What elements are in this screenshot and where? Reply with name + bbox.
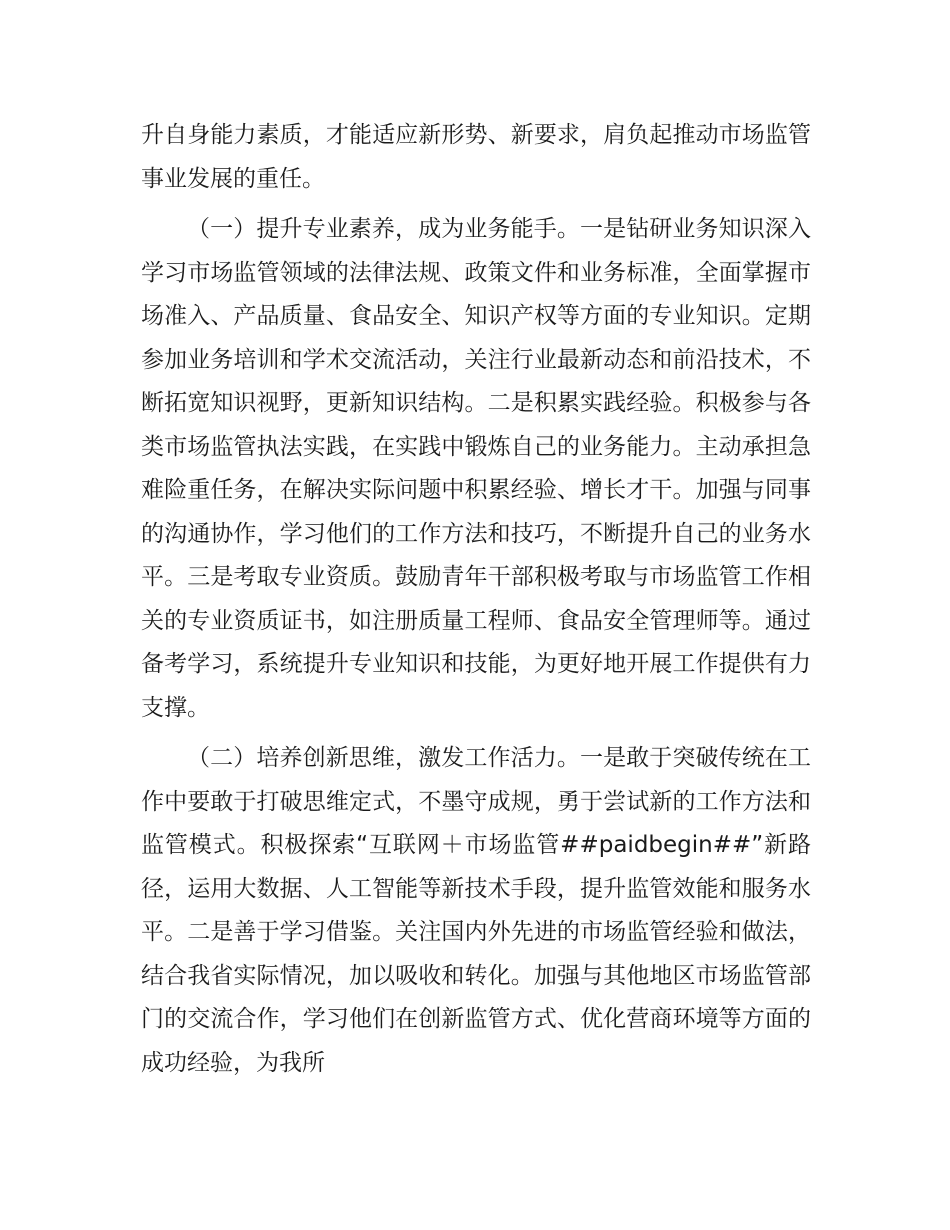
paragraph-section-one: （一）提升专业素养，成为业务能手。一是钻研业务知识深入学习市场监管领域的法律法规、政策文件和业务标准，全面掌握市场准入、产品质量、食品安全、知识产权等方面的专业知识。定期参加业务培训和学术交流活动，关注行业最新动态和前沿技术，不断拓宽知识视野，更新知识结构。二是积累实践经验。积极参与各类市场监管执法实践，在实践中锻炼自己的业务能力。主动承担急难险重任务，在解决实际问题中积累经验、增长才干。加强与同事的沟通协作，学习他们的工作方法和技巧，不断提升自己的业务水平。三是考取专业资质。鼓励青年干部积极考取与市场监管工作相关的专业资质证书，如注册质量工程师、食品安全管理师等。通过备考学习，系统提升专业知识和技能，为更好地开展工作提供有力支撑。: [141, 216, 811, 721]
paragraph-section-two: （二）培养创新思维，激发工作活力。一是敢于突破传统在工作中要敢于打破思维定式，不墨守成规，勇于尝试新的工作方法和监管模式。积极探索“互联网＋市场监管##paidbegin##”新路径，运用大数据、人工智能等新技术手段，提升监管效能和服务水平。二是善于学习借鉴。关注国内外先进的市场监管经验和做法，结合我省实际情况，加以吸收和转化。加强与其他地区市场监管部门的交流合作，学习他们在创新监管方式、优化营商环境等方面的成功经验，为我所: [141, 745, 811, 1076]
paragraph-continuation: 升自身能力素质，才能适应新形势、新要求，肩负起推动市场监管事业发展的重任。: [141, 122, 811, 192]
document-body: [141, 114, 811, 1092]
